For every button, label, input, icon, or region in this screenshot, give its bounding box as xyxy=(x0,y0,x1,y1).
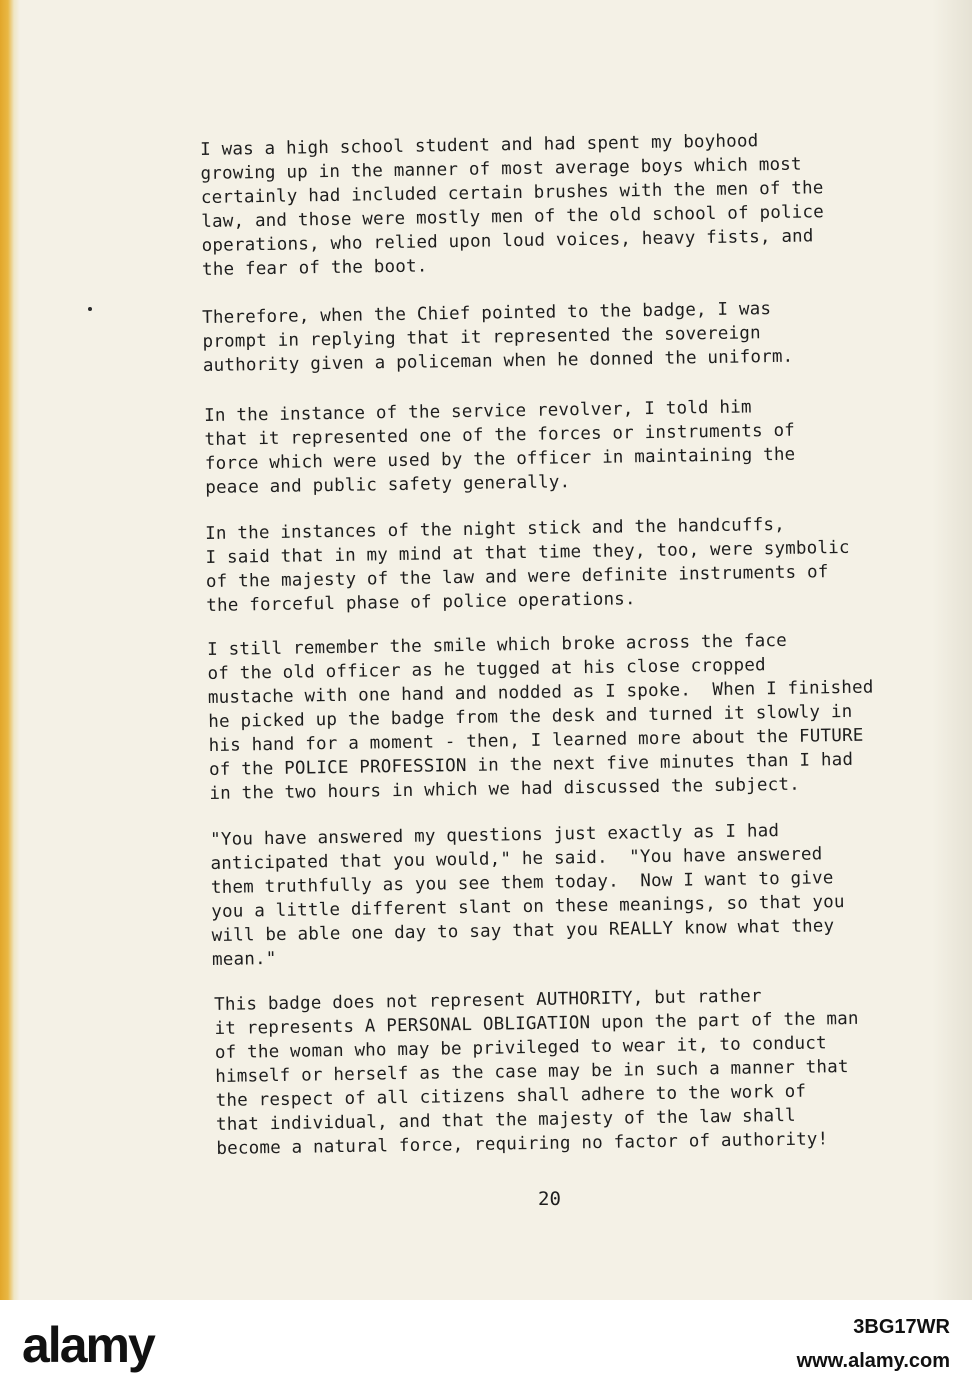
margin-mark xyxy=(88,307,92,311)
paragraph-5: I still remember the smile which broke across the face of the old officer as he tugged at his close cropped mustache with one hand and nodded as I spoke. When I finished he picked up the badge from the desk and turned it slowly in his hand for a moment - then, I learned more about the FUTURE of the POLICE PROFESSION in the next five minutes than I had in the two hours in which we had discussed the subject. xyxy=(207,630,874,804)
paragraph-4: In the instances of the night stick and the handcuffs, I said that in my mind at that time they, too, were symbolic of the majesty of the law and were definite instruments of the forceful phase of police operations. xyxy=(205,514,850,616)
paragraph-6: "You have answered my questions just exactly as I had anticipated that you would," he said. "You have answered them truthfully as you see them today. Now I want to give you a little different slant on these meanings, so that you will be able one day to say that you REALLY know what they mean." xyxy=(210,821,845,970)
watermark-footer xyxy=(0,1300,972,1390)
alamy-logo: alamy xyxy=(22,1317,154,1373)
footer-url: www.alamy.com xyxy=(796,1350,950,1372)
page-number: 20 xyxy=(538,1188,561,1210)
paragraph-1: I was a high school student and had spent my boyhood growing up in the manner of most average boys which most certainly had included certain brushes with the men of the law, and those were mostly men of the old school of police operations, who relied upon loud voices, heavy fists, and the fear of the boot. xyxy=(200,131,825,280)
page-shadow xyxy=(932,0,972,1300)
paragraph-3: In the instance of the service revolver, I told him that it represented one of the forces or instruments of force which were used by the officer in maintaining the peace and public safety generally. xyxy=(204,397,796,498)
image-id: 3BG17WR xyxy=(853,1316,950,1338)
page-binding-edge xyxy=(0,0,20,1300)
paragraph-7: This badge does not represent AUTHORITY, but rather it represents A PERSONAL OBLIGATION upon the part of the man of the woman who may be privileged to wear it, to conduct himself or herself as the case may be in such a manner that the respect of all citizens shall adhere to the work of that individual, and that the majesty of the law shall become a natural force, requiring no factor of authority! xyxy=(214,986,859,1159)
paragraph-2: Therefore, when the Chief pointed to the badge, I was prompt in replying that it represented the sovereign authority given a policeman when he donned the uniform. xyxy=(202,299,794,376)
